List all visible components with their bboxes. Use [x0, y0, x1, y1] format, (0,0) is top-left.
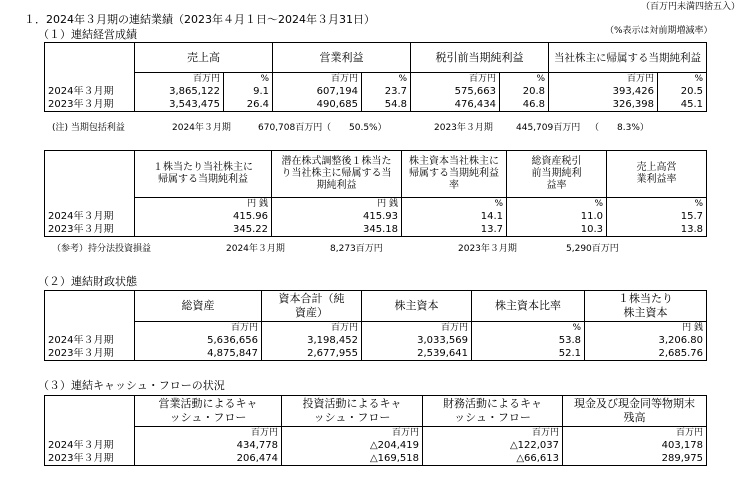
value-cell: 13.8 — [607, 224, 707, 237]
row-label: 2024年３月期 — [45, 86, 135, 99]
row-label: 2024年３月期 — [45, 335, 135, 348]
row-label: 2023年３月期 — [45, 99, 135, 112]
header-operating-margin: 売上高営業利益率 — [607, 151, 707, 198]
row-label: 2024年３月期 — [45, 440, 135, 453]
comprehensive-income-prev-pct: （ 8.3%） — [590, 123, 649, 133]
row-label: 2024年３月期 — [45, 211, 135, 224]
unit-cell: 百万円 — [411, 73, 500, 86]
unit-cell: % — [507, 198, 607, 211]
section-title: １．2024年３月期の連結業績（2023年４月１日～2024年３月31日） — [24, 13, 375, 26]
header-roa: 総資産税引前当期純利益率 — [507, 151, 607, 198]
value-cell: 607,194 — [273, 86, 362, 99]
cash-flow-title: （３）連結キャッシュ・フローの状況 — [38, 379, 225, 392]
value-cell: 2,685.76 — [585, 348, 707, 361]
row-label: 2023年３月期 — [45, 224, 135, 237]
table-row — [45, 348, 707, 361]
header-bps: １株当たり株主資本 — [585, 291, 707, 322]
unit-cell: 百万円 — [135, 73, 224, 86]
unit-cell: 百万円 — [135, 322, 262, 335]
value-cell: 13.7 — [402, 224, 507, 237]
unit-cell: % — [402, 198, 507, 211]
value-cell: 45.1 — [658, 99, 707, 112]
value-cell: 2,677,955 — [262, 348, 362, 361]
equity-method-prev-period: 2023年３月期 — [458, 244, 517, 254]
value-cell: 3,033,569 — [362, 335, 472, 348]
unit-cell: 円 銭 — [272, 198, 402, 211]
corner-cell — [45, 291, 135, 322]
unit-cell: % — [472, 322, 585, 335]
row-label: 2023年３月期 — [45, 453, 135, 466]
unit-cell: 百万円 — [423, 427, 563, 440]
unit-cell: 百万円 — [549, 73, 658, 86]
equity-method-prev-value: 5,290百万円 — [566, 244, 619, 254]
value-cell: △169,518 — [282, 453, 423, 466]
corner-cell — [45, 396, 135, 427]
header-total-equity: 資本合計（純資産） — [262, 291, 362, 322]
comprehensive-income-prev-value: 445,709百万円 — [516, 123, 581, 133]
header-operating-income: 営業利益 — [273, 43, 411, 73]
value-cell: 345.22 — [135, 224, 272, 237]
equity-method-label: （参考）持分法投資損益 — [52, 244, 152, 254]
value-cell: 3,198,452 — [262, 335, 362, 348]
unit-cell: 円 銭 — [135, 198, 272, 211]
unit-cell: % — [658, 73, 707, 86]
value-cell: △204,419 — [282, 440, 423, 453]
header-financing-cf: 財務活動によるキャッシュ・フロー — [423, 396, 563, 427]
unit-cell: % — [500, 73, 549, 86]
cash-flow-table — [44, 395, 707, 466]
value-cell: 23.7 — [362, 86, 411, 99]
unit-cell: 百万円 — [282, 427, 423, 440]
header-diluted-eps: 潜在株式調整後１株当たり当社株主に帰属する当期純利益 — [272, 151, 402, 198]
unit-cell: 百万円 — [362, 322, 472, 335]
table-row — [45, 335, 707, 348]
value-cell: △66,613 — [423, 453, 563, 466]
value-cell: 14.1 — [402, 211, 507, 224]
value-cell: 10.3 — [507, 224, 607, 237]
value-cell: 53.8 — [472, 335, 585, 348]
table-row — [45, 99, 707, 112]
header-pretax-income: 税引前当期純利益 — [411, 43, 549, 73]
value-cell: 415.93 — [272, 211, 402, 224]
corner-cell — [45, 151, 135, 198]
value-cell: 393,426 — [549, 86, 658, 99]
header-cash-equivalents: 現金及び現金同等物期末残高 — [563, 396, 707, 427]
rounding-note: （百万円未満四捨五入） — [641, 2, 741, 12]
table-row — [45, 453, 707, 466]
unit-cell: % — [607, 198, 707, 211]
comprehensive-income-label: (注) 当期包括利益 — [52, 123, 125, 133]
header-net-income: 当社株主に帰属する当期純利益 — [549, 43, 707, 73]
unit-cell: 百万円 — [273, 73, 362, 86]
unit-cell: % — [362, 73, 411, 86]
header-net-sales: 売上高 — [135, 43, 273, 73]
value-cell: 26.4 — [224, 99, 273, 112]
value-cell: 3,865,122 — [135, 86, 224, 99]
value-cell: 326,398 — [549, 99, 658, 112]
table-row — [45, 224, 707, 237]
value-cell: 46.8 — [500, 99, 549, 112]
value-cell: 575,663 — [411, 86, 500, 99]
table-row — [45, 211, 707, 224]
header-investing-cf: 投資活動によるキャッシュ・フロー — [282, 396, 423, 427]
header-operating-cf: 営業活動によるキャッシュ・フロー — [135, 396, 282, 427]
value-cell: 11.0 — [507, 211, 607, 224]
per-share-table — [44, 150, 707, 237]
unit-cell: % — [224, 73, 273, 86]
financial-position-title: （２）連結財政状態 — [38, 275, 137, 288]
value-cell: 54.8 — [362, 99, 411, 112]
comprehensive-income-cur-value: 670,708百万円 — [258, 123, 323, 133]
unit-cell: 百万円 — [563, 427, 707, 440]
comprehensive-income-prev-period: 2023年３月期 — [434, 123, 493, 133]
value-cell: 15.7 — [607, 211, 707, 224]
comprehensive-income-cur-pct: （ 50.5%） — [322, 123, 387, 133]
value-cell: 415.96 — [135, 211, 272, 224]
header-equity-ratio: 株主資本比率 — [472, 291, 585, 322]
operating-results-title: （１）連結経営成績 — [38, 28, 137, 41]
value-cell: 20.5 — [658, 86, 707, 99]
unit-cell: 円 銭 — [585, 322, 707, 335]
value-cell: 206,474 — [135, 453, 282, 466]
unit-cell: 百万円 — [262, 322, 362, 335]
value-cell: 20.8 — [500, 86, 549, 99]
equity-method-cur-value: 8,273百万円 — [330, 244, 383, 254]
value-cell: 3,206.80 — [585, 335, 707, 348]
value-cell: 5,636,656 — [135, 335, 262, 348]
value-cell: 403,178 — [563, 440, 707, 453]
comprehensive-income-cur-period: 2024年３月期 — [172, 123, 231, 133]
value-cell: 2,539,641 — [362, 348, 472, 361]
header-shareholders-equity: 株主資本 — [362, 291, 472, 322]
corner-cell — [45, 43, 135, 73]
pct-note: （%表示は対前期増減率） — [605, 26, 713, 36]
header-eps: １株当たり当社株主に帰属する当期純利益 — [135, 151, 272, 198]
value-cell: 289,975 — [563, 453, 707, 466]
table-row — [45, 440, 707, 453]
value-cell: △122,037 — [423, 440, 563, 453]
table-row — [45, 86, 707, 99]
value-cell: 3,543,475 — [135, 99, 224, 112]
header-total-assets: 総資産 — [135, 291, 262, 322]
financial-position-table — [44, 290, 707, 361]
value-cell: 9.1 — [224, 86, 273, 99]
operating-results-table — [44, 42, 707, 112]
value-cell: 490,685 — [273, 99, 362, 112]
value-cell: 434,778 — [135, 440, 282, 453]
equity-method-cur-period: 2024年３月期 — [226, 244, 285, 254]
value-cell: 52.1 — [472, 348, 585, 361]
value-cell: 4,875,847 — [135, 348, 262, 361]
row-label: 2023年３月期 — [45, 348, 135, 361]
header-roe: 株主資本当社株主に帰属する当期純利益率 — [402, 151, 507, 198]
unit-cell: 百万円 — [135, 427, 282, 440]
value-cell: 476,434 — [411, 99, 500, 112]
value-cell: 345.18 — [272, 224, 402, 237]
